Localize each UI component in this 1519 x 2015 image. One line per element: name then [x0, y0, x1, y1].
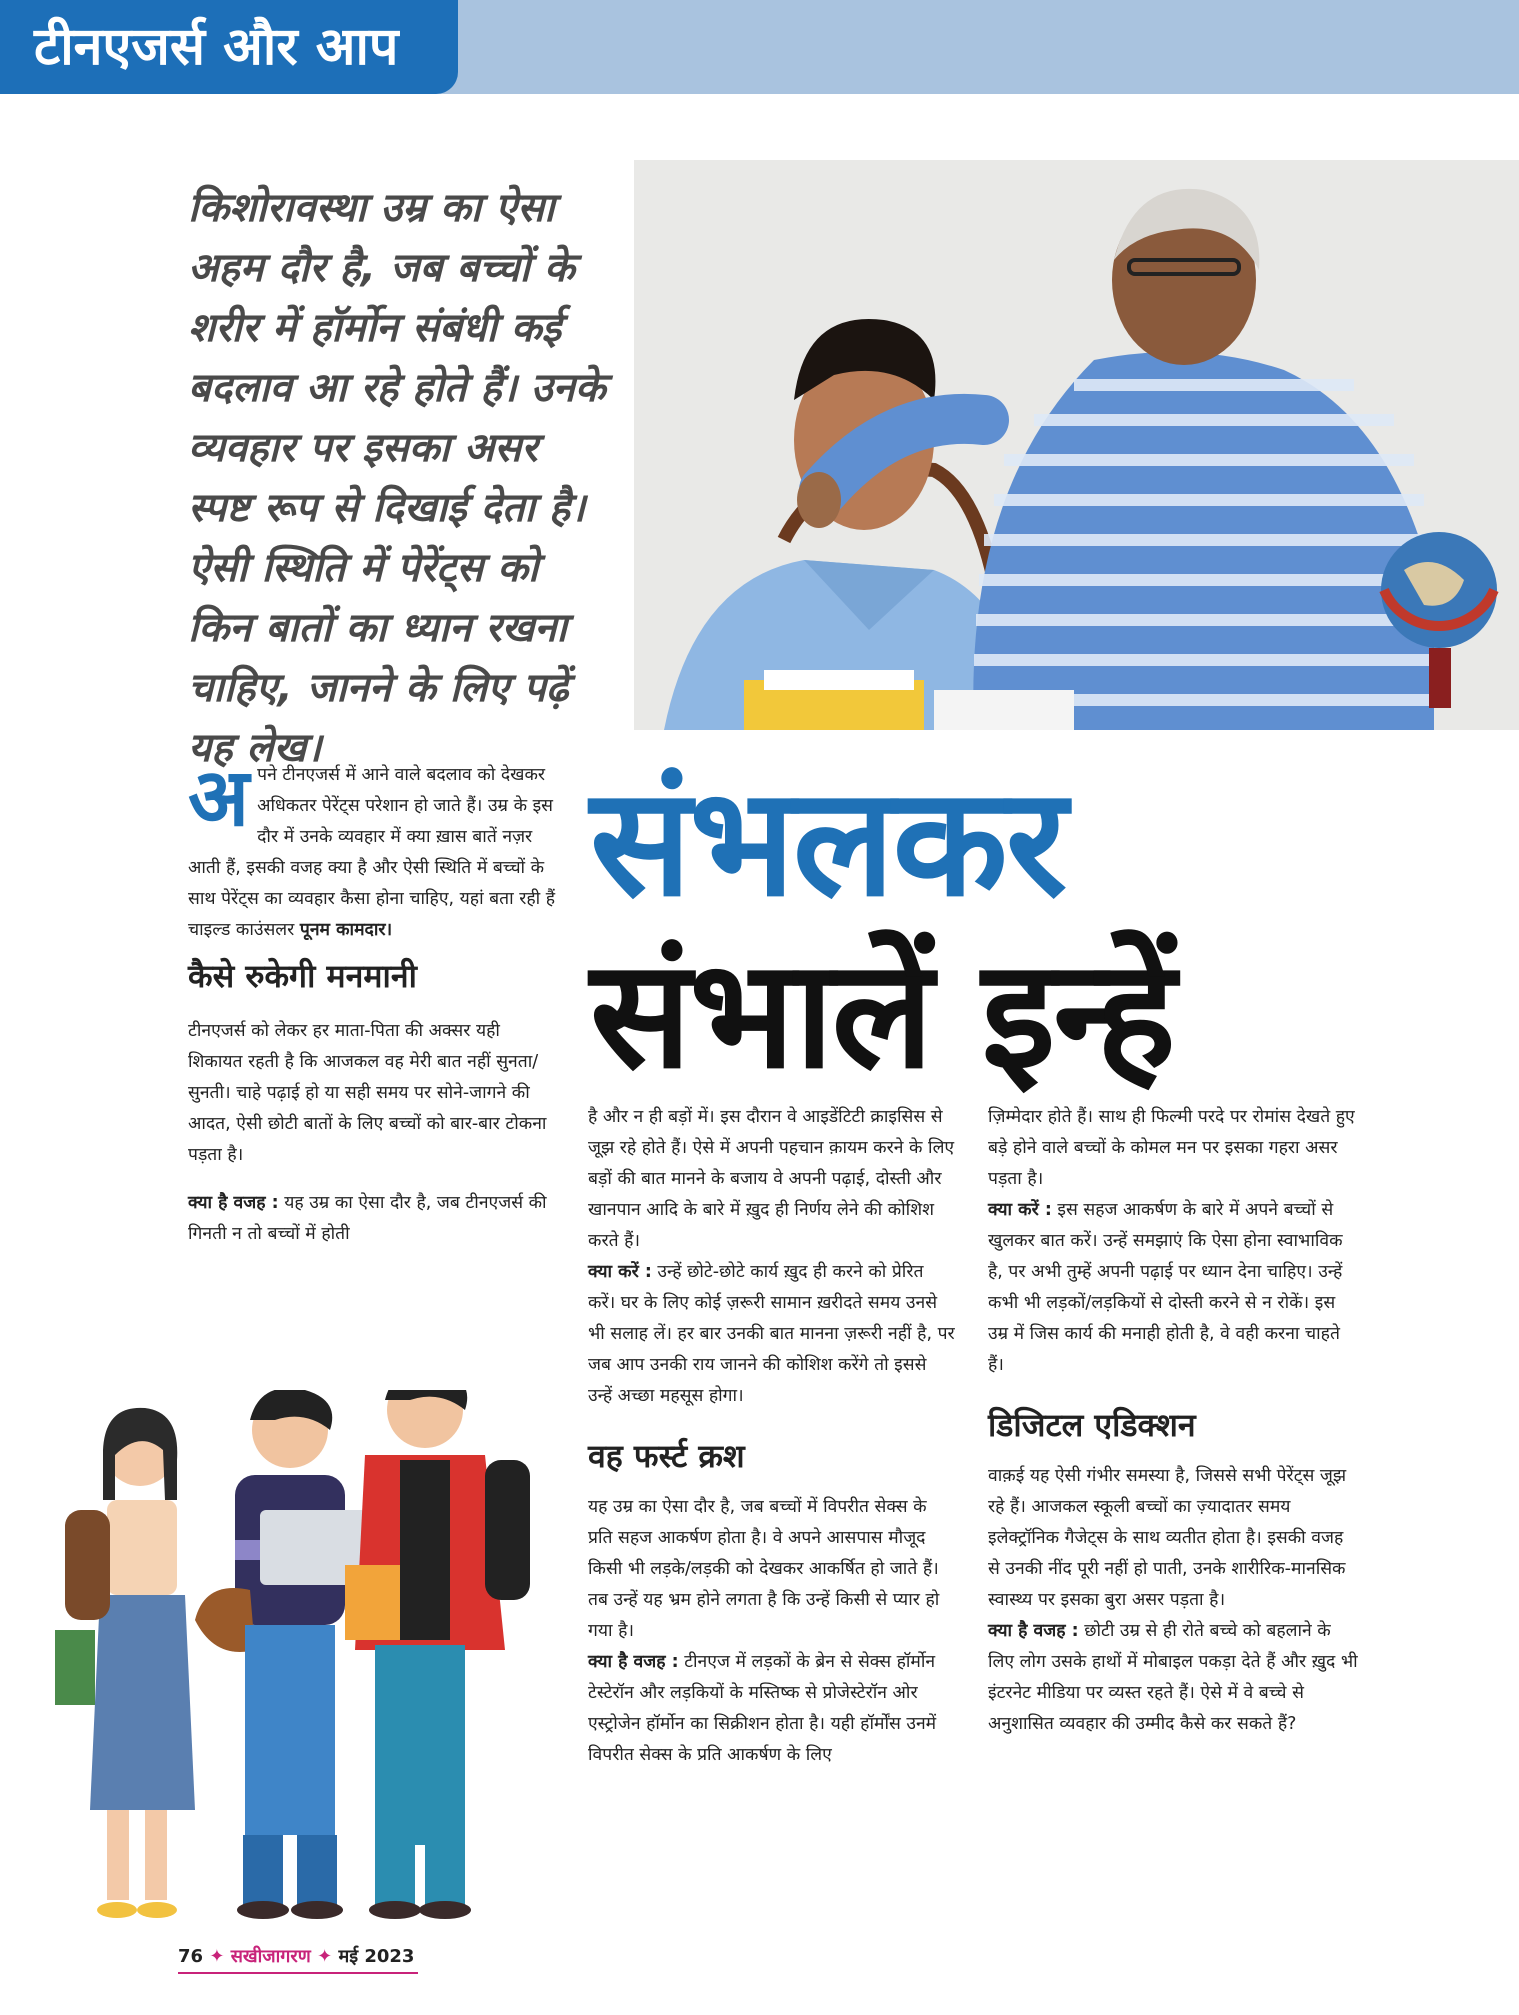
col3-todo-text: इस सहज आकर्षण के बारे में अपने बच्चों से खुलकर बात करें। उन्हें समझाएं कि ऐसा होना स्वाभाविक है, पर अभी तुम्हें अपनी पढ़ाई पर ध्यान देना चाहिए। उन्हें कभी भी लड़कों/लड़कियों से दोस्ती करने से न रोकें। इस उम्र में जिस कार्य की मनाही होती है, वे वही करना चाहते हैं।	[988, 1200, 1343, 1375]
teens-illustration-art	[45, 1390, 565, 1930]
section1-paragraph: टीनएजर्स को लेकर हर माता-पिता की अक्सर यही शिकायत रहती है कि आजकल वह मेरी बात नहीं सुनता/सुनती। चाहे पढ़ाई हो या सही समय पर सोने-जागने की आदत, ऐसी छोटी बातों के लिए बच्चों को बार-बार टोकना पड़ता है।	[188, 1020, 547, 1165]
magazine-name: सखीजागरण	[230, 1946, 311, 1967]
footer-star-icon: ✦	[209, 1946, 225, 1967]
section1-why-text: यह उम्र का ऐसा दौर है, जब टीनएजर्स की गिनती न तो बच्चों में होती	[188, 1193, 547, 1244]
col2-why-text: टीनएज में लड़कों के ब्रेन से सेक्स हॉर्मोन टेस्टेरॉन और लड़कियों के मस्तिष्क से प्रोजेस्टेरॉन ओर एस्ट्रोजेन हॉर्मोन का सिक्रीशन होता है। यही हॉर्मोंस उनमें विपरीत सेक्स के प्रति आकर्षण के लिए	[588, 1652, 937, 1765]
col3-todo-label: क्या करें :	[988, 1200, 1052, 1220]
col2-paragraph-1: है और न ही बड़ों में। इस दौरान वे आइडेंटिटी क्राइसिस से जूझ रहे होते हैं। ऐसे में अपनी पहचान क़ायम करने के लिए बड़ों की बात मानने के बजाय वे अपनी पढ़ाई, दोस्ती और खानपान आदि के बारे में ख़ुद ही निर्णय लेने की कोशिश करते हैं।	[588, 1107, 955, 1251]
lead-author: पूनम कामदार।	[299, 920, 393, 940]
intro-text: किशोरावस्था उम्र का ऐसा अहम दौर है, जब बच्चों के शरीर में हॉर्मोन संबंधी कई बदलाव आ रहे होते हैं। उनके व्यवहार पर इसका असर स्पष्ट रूप से दिखाई देता है। ऐसी स्थिति में पेरेंट्स को किन बातों का ध्यान रखना चाहिए, जानने के लिए पढ़ें यह लेख।	[188, 185, 606, 771]
footer-star-icon-2: ✦	[317, 1946, 333, 1967]
col3-why-label: क्या है वजह :	[988, 1621, 1079, 1641]
col2-paragraph-2: यह उम्र का ऐसा दौर है, जब बच्चों में विपरीत सेक्स के प्रति सहज आकर्षण होता है। वे अपने आसपास मौजूद किसी भी लड़के/लड़की को देखकर आकर्षित हो जाते हैं। तब उन्हें यह भ्रम होने लगता है कि उन्हें किसी से प्यार हो गया है।	[588, 1497, 940, 1641]
headline-line2: संभालें इन्हें	[590, 928, 1174, 1102]
section-title: टीनएजर्स और आप	[0, 0, 458, 94]
col3-paragraph-2: वाक़ई यह ऐसी गंभीर समस्या है, जिससे सभी पेरेंट्स जूझ रहे हैं। आजकल स्कूली बच्चों का ज़्यादातर समय इलेक्ट्रॉनिक गैजेट्स के साथ व्यतीत होता है। इसकी वजह से उनकी नींद पूरी नहीं हो पाती, उनके शारीरिक-मानसिक स्वास्थ्य पर इसका बुरा असर पड़ता है।	[988, 1466, 1347, 1610]
father-son-photo	[634, 160, 1519, 730]
page-footer	[178, 1944, 414, 1968]
col3-why-text: छोटी उम्र से ही रोते बच्चे को बहलाने के लिए लोग उसके हाथों में मोबाइल पकड़ा देते हैं और ख़ुद भी इंटरनेट मीडिया पर व्यस्त रहते हैं। ऐसे में वे बच्चे से अनुशासित व्यवहार की उम्मीद कैसे कर सकते हैं?	[988, 1621, 1358, 1734]
drop-cap: अ	[188, 751, 250, 844]
teens-illustration	[45, 1390, 565, 1930]
section1-why-label: क्या है वजह :	[188, 1193, 279, 1213]
col2-todo-text: उन्हें छोटे-छोटे कार्य ख़ुद ही करने को प्रेरित करें। घर के लिए कोई ज़रूरी सामान ख़रीदते समय उनसे भी सलाह लें। हर बार उनकी बात मानना ज़रूरी नहीं है, पर जब आप उनकी राय जानने की कोशिश करेंगे तो इससे उन्हें अच्छा महसूस होगा।	[588, 1262, 955, 1406]
footer-underline	[178, 1972, 418, 1974]
section-heading-3: डिजिटल एडिक्शन	[988, 1406, 1196, 1444]
col3-paragraph-1: ज़िम्मेदार होते हैं। साथ ही फिल्मी परदे पर रोमांस देखते हुए बड़े होने वाले बच्चों के कोमल मन पर इसका गहरा असर पड़ता है।	[988, 1107, 1355, 1189]
col2-todo-label: क्या करें :	[588, 1262, 652, 1282]
article-column-1	[188, 751, 558, 1250]
section-heading-2: वह फर्स्ट क्रश	[588, 1437, 745, 1475]
section-heading-1: कैसे रुकेगी मनमानी	[188, 957, 417, 995]
hero-photo	[634, 160, 1519, 730]
col2-why-label: क्या है वजह :	[588, 1652, 679, 1672]
headline-line1: संभलकर	[590, 756, 1066, 930]
lead-text: पने टीनएजर्स में आने वाले बदलाव को देखकर अधिकतर पेरेंट्स परेशान हो जाते हैं। उम्र के इस दौर में उनके व्यवहार में क्या ख़ास बातें नज़र आती हैं, इसकी वजह क्या है और ऐसी स्थिति में बच्चों के साथ पेरेंट्स का व्यवहार कैसा होना चाहिए, यहां बता रही हैं चाइल्ड काउंसलर	[188, 765, 556, 940]
issue-date: मई 2023	[338, 1946, 415, 1967]
article-column-3	[988, 1102, 1358, 1740]
page-number: 76	[178, 1946, 204, 1967]
article-column-2	[588, 1102, 956, 1771]
